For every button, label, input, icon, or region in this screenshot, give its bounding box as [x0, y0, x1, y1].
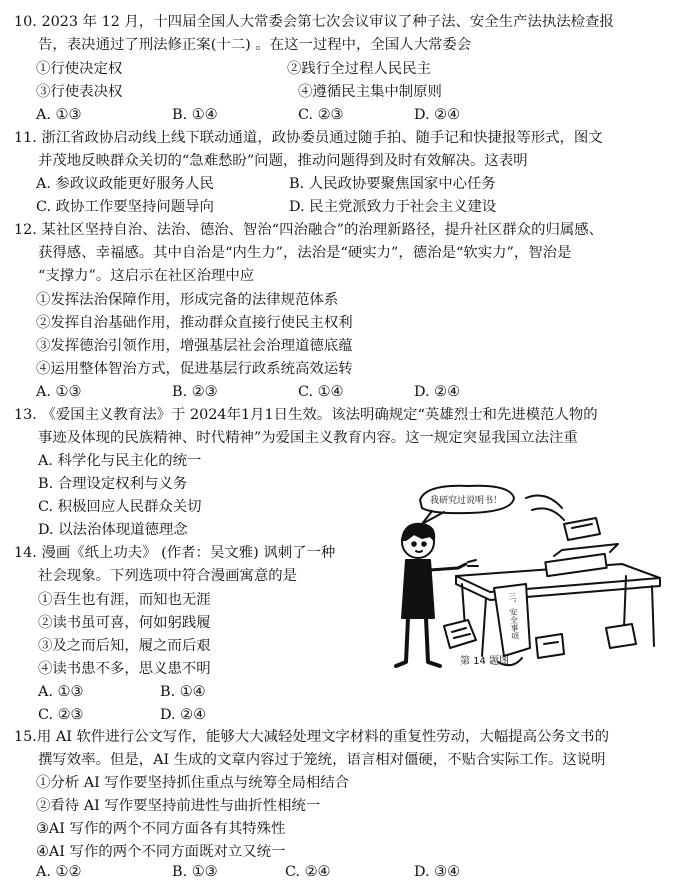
- q13-option-a[interactable]: A. 科学化与民主化的统一: [38, 453, 202, 469]
- q14-figure-caption: 第 14 题图: [460, 656, 510, 667]
- q12-option-c[interactable]: C. ①④: [298, 384, 344, 400]
- q10-option-c[interactable]: C. ②③: [298, 107, 344, 123]
- q13-option-d[interactable]: D. 以法治体现道德理念: [38, 522, 188, 538]
- q12-stem-line1: 12. 某社区坚持自治、法治、德治、智治“四治融合”的治理新路径，提升社区群众的归属感、: [14, 222, 604, 238]
- q11-options-row1: [0, 174, 692, 194]
- q15-option-a[interactable]: A. ①②: [36, 864, 82, 880]
- q14-option-a[interactable]: A. ①③: [38, 684, 84, 700]
- q12-statement-2: ②发挥自治基础作用，推动群众直接行使民主权利: [36, 315, 353, 331]
- q14-cartoon-illustration: [386, 478, 686, 676]
- q10-option-d[interactable]: D. ②④: [414, 107, 460, 123]
- q14-statement-1: ①吾生也有涯，而知也无涯: [38, 592, 211, 608]
- q15-stem-line1: 15.用 AI 软件进行公文写作，能够大大减轻处理文字材料的重复性劳动，大幅提高公务文书的: [14, 729, 609, 745]
- q14-stem-line1: 14. 漫画《纸上功夫》 (作者：吴文雅) 讽刺了一种: [14, 545, 336, 561]
- floor-paper-2: [536, 634, 564, 658]
- q10-option-b[interactable]: B. ①④: [172, 107, 218, 123]
- q15-statement-3: ③AI 写作的两个不同方面各有其特殊性: [36, 821, 286, 837]
- q12-options: [0, 382, 692, 402]
- q12-stem-line3: “支撑力”。这启示在社区治理中应: [38, 268, 255, 284]
- q10-option-a[interactable]: A. ①③: [36, 107, 82, 123]
- q12-statement-4: ④运用整体智治方式，促进基层行政系统高效运转: [36, 361, 353, 377]
- q14-stem-line2: 社会现象。下列选项中符合漫画寓意的是: [38, 568, 298, 584]
- q10-stem-line1: 10. 2023 年 12 月，十四届全国人大常委会第七次会议审议了种子法、安全生产法执法检查报: [14, 14, 614, 30]
- q10-statement-4: ④遵循民主集中制原则: [298, 84, 442, 100]
- q12-statement-1: ①发挥法治保障作用，形成完备的法律规范体系: [36, 292, 339, 308]
- q15-option-b[interactable]: B. ①③: [172, 864, 218, 880]
- q10-statement-2: ②践行全过程人民民主: [287, 61, 431, 77]
- q12-statement-3: ③发挥德治引领作用，增强基层社会治理道德底蕴: [36, 338, 353, 354]
- q15-stem-line2: 撰写效率。但是，AI 生成的文章内容过于笼统，语言相对僵硬，不贴合实际工作。这说明: [38, 752, 606, 768]
- q12-option-b[interactable]: B. ②③: [172, 384, 218, 400]
- q14-option-d[interactable]: D. ②④: [160, 707, 206, 723]
- q14-statement-2: ②读书虽可喜，何如躬践履: [38, 615, 211, 631]
- flying-paper: [564, 518, 600, 540]
- floor-paper-3: [606, 624, 636, 648]
- q14-options-row1: [0, 682, 400, 702]
- q11-stem-line1: 11. 浙江省政协启动线上线下联动通道，政协委员通过随手拍、随手记和快捷报等形式，图文: [14, 130, 603, 146]
- scroll-text: 三、安全事项: [507, 591, 520, 641]
- q13-option-c[interactable]: C. 积极回应人民群众关切: [38, 499, 202, 515]
- q15-statement-1: ①分析 AI 写作要坚持抓住重点与统筹全局相结合: [36, 775, 350, 791]
- q15-option-c[interactable]: C. ②④: [285, 864, 331, 880]
- q14-option-c[interactable]: C. ②③: [38, 707, 84, 723]
- q11-option-b[interactable]: B. 人民政协要聚焦国家中心任务: [289, 176, 496, 192]
- q12-stem-line2: 获得感、幸福感。其中自治是“内生力”，法治是“硬实力”，德治是“软实力”，智治是: [38, 245, 572, 261]
- q13-stem-line2: 事迹及体现的民族精神、时代精神”为爱国主义教育内容。这一规定突显我国立法注重: [38, 430, 578, 446]
- q11-stem-line2: 并茂地反映群众关切的“急难愁盼”问题，推动问题得到及时有效解决。这表明: [38, 153, 528, 169]
- q15-option-d[interactable]: D. ③④: [414, 864, 460, 880]
- q11-options-row2: [0, 197, 692, 217]
- q15-options: [0, 862, 692, 882]
- q11-option-a[interactable]: A. 参政议政能更好服务人民: [36, 176, 214, 192]
- q14-statement-3: ③及之而后知，履之而后艰: [38, 638, 211, 654]
- q15-statement-2: ②看待 AI 写作要坚持前进性与曲折性相统一: [36, 798, 321, 814]
- person-body: [402, 560, 434, 618]
- q11-option-d[interactable]: D. 民主党派致力于社会主义建设: [289, 199, 497, 215]
- q12-option-d[interactable]: D. ②④: [414, 384, 460, 400]
- q10-options: [0, 105, 692, 125]
- q12-option-a[interactable]: A. ①③: [36, 384, 82, 400]
- q14-options-row2: [0, 705, 400, 725]
- q10-statement-1: ①行使决定权: [36, 61, 123, 77]
- q13-stem-line1: 13. 《爱国主义教育法》于 2024年1月1日生效。该法明确规定“英雄烈士和先进模范人物的: [14, 407, 598, 423]
- q13-option-b[interactable]: B. 合理设定权利与义务: [38, 476, 188, 492]
- q14-statement-4: ④读书患不多，思义患不明: [38, 661, 211, 677]
- q15-statement-4: ④AI 写作的两个不同方面既对立又统一: [36, 844, 286, 860]
- q10-stem-line2: 告，表决通过了刑法修正案(十二) 。在这一过程中，全国人大常委会: [38, 37, 472, 53]
- speech-bubble-text: 我研究过说明书！: [430, 496, 503, 506]
- q11-option-c[interactable]: C. 政协工作要坚持问题导向: [36, 199, 214, 215]
- q10-statement-3: ③行使表决权: [36, 84, 123, 100]
- q14-option-b[interactable]: B. ①④: [160, 684, 206, 700]
- floor-paper-1: [444, 620, 476, 648]
